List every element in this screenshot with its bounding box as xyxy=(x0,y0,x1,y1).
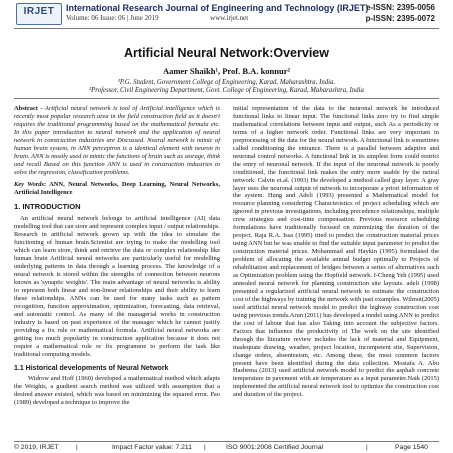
footer-impact-factor: Impact Factor value: 7.211 xyxy=(112,444,192,451)
subsection-heading-history: 1.1 Historical developments of Neural Network xyxy=(14,364,169,372)
p-issn: p-ISSN: 2395-0072 xyxy=(365,14,435,23)
affiliation-2: ²Professor, Civil Engineering Department, Govt. College of Engineering, Karad, Maharashtra, India xyxy=(89,87,364,94)
keywords-label: Key Words xyxy=(14,180,44,188)
paper-authors: Aamer Shaikh¹, Prof. B.A. konnur² xyxy=(162,66,291,76)
section-heading-introduction: 1. INTRODUCTION xyxy=(14,202,81,212)
affiliation-1: ¹P.G. Student, Government College of Engineering, Karad, Maharashtra, India. xyxy=(117,79,336,86)
title-divider xyxy=(14,98,439,99)
abstract xyxy=(14,105,220,177)
left-column xyxy=(14,105,220,406)
right-paragraph: initial representation of the data to the neuronal network he introduced functional links to linear input. The functional links zero try to find simple mathematical correlations between input and output, such As a periodicity or terms of a higher network order. Functional links are very important in preprocessing of the data for the neural network. A functional link is sometimes called conditioning the entrance. There is a parallel between adaptive and neuronal control networks. A functional link in its simplest form could restrict the entry of neuronal network. If the input of the neuronal network is poorly conditioned, the functional link makes the entry more usable by the neural network. Calvin et.al. (1993) He developed a method called gray layer. A gray layer uses the neuronal output of network to incorporate a priori information of the system. Hung and Adeli (1993) presented a Mathematical model for resource planning considering Characteristics of project scheduling which are ignored in previous investigations, including precedence relationships, multiple crew strategies and cost-time compensation. Previous resource scheduling formulations have traditionally focused on minimizing the duration of the project. Raja R.A. Issa (1995) tried to predict the construction material prices using ANN but he was unable to find the suitable input parameter to predict the construction material prices. Mohammad and Haykin (1995) formulated the problem of allocating the available annual budget optimally to Projects of rehabilitation and replacement of bridges between a series of alternatives such as Optimization problem using the Hopfield network. I-Cheng Yeh (1995) used annealed neural network for planning construction site layouts. adeli (1998) presented a regularized artificial neural network to estimate the construction cost of the highways by training the network with past examples. Wilmot(2005) used artificial neural network model to predict the highway construction cost using previous trends.Arun (2011) has developed a model using ANN to predict the cost of labour that has also Taking into account the subjective factors. Factors that influence the productivity of The work on the site identified through the literature review includes the lack of material and Equipment, inadequate drawing, weather, project location, incompetent site, Supervision, change orders, absenteeism, etc. Among these, the most common factors present have been identified during the data collection. Mostafa A. Abu Hashema (2013) used artificial network model to predict the asphalt concrete temperature in pavement with air temperature as a input parameter.Naik (2015) implemented the artificial neural network tool to optimize the construction cost and duration of the project. xyxy=(233,105,439,399)
right-column xyxy=(233,105,439,399)
issue-info: Volume: 06 Issue: 06 | June 2019 xyxy=(66,14,159,22)
paper-title: Artificial Neural Network:Overview xyxy=(124,46,329,60)
footer-page-number: Page 1540 xyxy=(395,444,428,451)
history-paragraph: Widrow and Hoff (1960) developed a mathematical method which adapts the Weights, a gradient search method was utilized with assumption that a desired answer existed, which was based on minimizing the squared error. Pao (1989) developed a technique to improve the xyxy=(14,374,220,406)
footer-divider xyxy=(14,441,439,442)
journal-issue xyxy=(66,14,356,22)
footer-divider-bar: | xyxy=(76,444,78,451)
journal-header xyxy=(14,2,439,26)
keywords xyxy=(14,181,220,197)
header-divider xyxy=(14,28,439,29)
journal-title: International Research Journal of Engineering and Technology (IRJET) xyxy=(66,3,369,13)
e-issn: e-ISSN: 2395-0056 xyxy=(366,3,435,12)
abstract-label: Abstract xyxy=(14,105,38,112)
irjet-logo xyxy=(16,3,62,25)
keywords-text: : ANN, Neural Networks, Deep Learning, Neural Networks, Artificial Intelligence xyxy=(14,180,220,196)
logo-text: IRJET xyxy=(23,6,55,17)
footer-divider-bar: | xyxy=(204,444,206,451)
abstract-text: - Artificial neural network is tool of Artificial intelligence which is recently most popular research area in the field construction field as it doesn't requires the traditional programming based on the mathematical formula etc. In this paper introduction to neural network and the application of neural network in construction industries are Discussed. Neural network is mimic of human brain system, in ANN perceptron is a identical element with neuron in brain. ANN is mostly used to mimic the functions of brain such as storage, think and recall Based on this function ANN is used in construction industries to solve the regression, classification problems. xyxy=(14,105,220,176)
footer-iso: ISO 9001:2008 Certified Journal xyxy=(226,444,324,451)
intro-paragraph: An artificial neural network belongs to artificial intelligence (AI) data modelling tool that can store and represent complex input / output relationships. Research in artificial network grown up with the idea to simulate the functioning of human brain.Scientist are trying to make the modelling tool which can learn store, think and retrieve the data or complex relationship like human brain Artificial neural networks are particularly useful for modelling underlying patterns in data through a learning process. The knowledge of a neural network is stored within the strengths of connection between neurons known as 'synaptic weights'. The main advantage of neural networks is ability to represent both linear and non-linear relationships and their ability to learn these relationships. ANNs can be used for many tasks such as pattern recognition, function approximation, optimization, forecasting, data retrieval, and automatic control. As many of the managerial works in construction industry is based on past experience of the manager which he cannot justify providing a fix rule or mathematical formula. Artificial neural networks are getting too much popularity in construction application because it does not require a mathematical rule or fix programme to perform the task like traditional computing models. xyxy=(14,215,220,358)
footer-divider-bar: | xyxy=(366,444,368,451)
footer-copyright: © 2019, IRJET xyxy=(14,444,59,451)
journal-website-link[interactable]: www.irjet.net xyxy=(210,14,249,22)
